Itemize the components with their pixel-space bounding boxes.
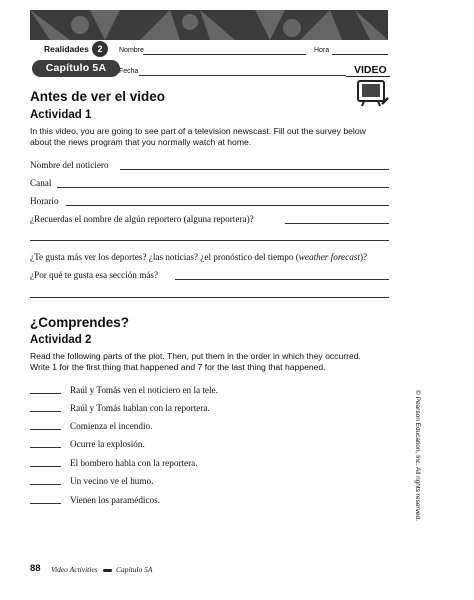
chapter-pill: Capítulo 5A <box>32 60 120 77</box>
order-blank[interactable] <box>30 484 61 485</box>
activity-2-title: Actividad 2 <box>30 334 92 346</box>
header-banner <box>30 10 388 40</box>
instruction-line: about the news program that you normally watch at home. <box>30 137 252 147</box>
answer-line-canal[interactable] <box>57 187 389 188</box>
answer-line-noticiero[interactable] <box>120 169 389 170</box>
question-seccion-favorita <box>30 252 367 262</box>
copyright-notice: © Pearson Education, Inc. All rights reserved. <box>414 390 421 521</box>
video-underline <box>346 76 390 77</box>
question-text: ¿Te gusta más ver los deportes? ¿las noticias? ¿el pronóstico del tiempo ( <box>30 252 299 262</box>
instruction-line: Read the following parts of the plot. Then, put them in the order in which they occurred. <box>30 351 361 361</box>
order-blank[interactable] <box>30 503 61 504</box>
tv-icon <box>356 78 390 113</box>
order-blank[interactable] <box>30 429 61 430</box>
question-por-que: ¿Por qué te gusta esa sección más? <box>30 270 159 280</box>
footer-chapter: Capítulo 5A <box>116 565 153 574</box>
series-name: Realidades <box>44 44 89 54</box>
answer-line-por-que[interactable] <box>175 279 389 280</box>
video-tag: VIDEO <box>354 64 387 76</box>
order-blank[interactable] <box>30 411 61 412</box>
plot-item: Comienza el incendio. <box>70 421 153 431</box>
order-blank[interactable] <box>30 447 61 448</box>
section-title-comprendes: ¿Comprendes? <box>30 315 130 330</box>
answer-line-por-que-2[interactable] <box>30 297 389 298</box>
plot-item: Vienen los paramédicos. <box>70 495 161 505</box>
plot-item: Un vecino ve el humo. <box>70 476 154 486</box>
level-badge: 2 <box>92 41 108 57</box>
plot-item: Raúl y Tomás hablan con la reportera. <box>70 403 210 413</box>
activity-1-instructions <box>30 126 366 148</box>
date-line[interactable] <box>139 75 346 76</box>
plot-item: El bombero habla con la reportera. <box>70 458 198 468</box>
footer-book: Video Activities <box>51 565 98 574</box>
instruction-line: In this video, you are going to see part of a television newscast. Fill out the survey below <box>30 126 366 136</box>
question-text-end: )? <box>359 252 368 262</box>
name-label: Nombre <box>119 47 144 54</box>
name-line[interactable] <box>143 54 306 55</box>
section-title-antes: Antes de ver el video <box>30 89 166 104</box>
banner-pattern <box>30 10 388 40</box>
activity-2-instructions <box>30 351 361 373</box>
page-number: 88 <box>30 563 41 574</box>
date-label: Fecha <box>119 68 139 75</box>
answer-line-reportero[interactable] <box>285 223 389 224</box>
question-emphasis: weather forecast <box>298 252 360 262</box>
plot-item: Ocurre la explosión. <box>70 439 145 449</box>
field-label-noticiero: Nombre del noticiero <box>30 160 109 170</box>
plot-item: Raúl y Tomás ven el noticiero en la tele. <box>70 385 218 395</box>
answer-line-reportero-2[interactable] <box>30 240 389 241</box>
answer-line-horario[interactable] <box>66 205 389 206</box>
field-label-horario: Horario <box>30 196 59 206</box>
time-label: Hora <box>314 47 330 54</box>
order-blank[interactable] <box>30 466 61 467</box>
activity-1-title: Actividad 1 <box>30 109 92 121</box>
field-label-canal: Canal <box>30 178 52 188</box>
footer-separator <box>103 569 112 572</box>
instruction-line: Write 1 for the first thing that happened and 7 for the last thing that happened. <box>30 362 326 372</box>
field-label-reportero: ¿Recuerdas el nombre de algún reportero (alguna reportera)? <box>30 214 254 224</box>
order-blank[interactable] <box>30 393 61 394</box>
time-line[interactable] <box>332 54 388 55</box>
